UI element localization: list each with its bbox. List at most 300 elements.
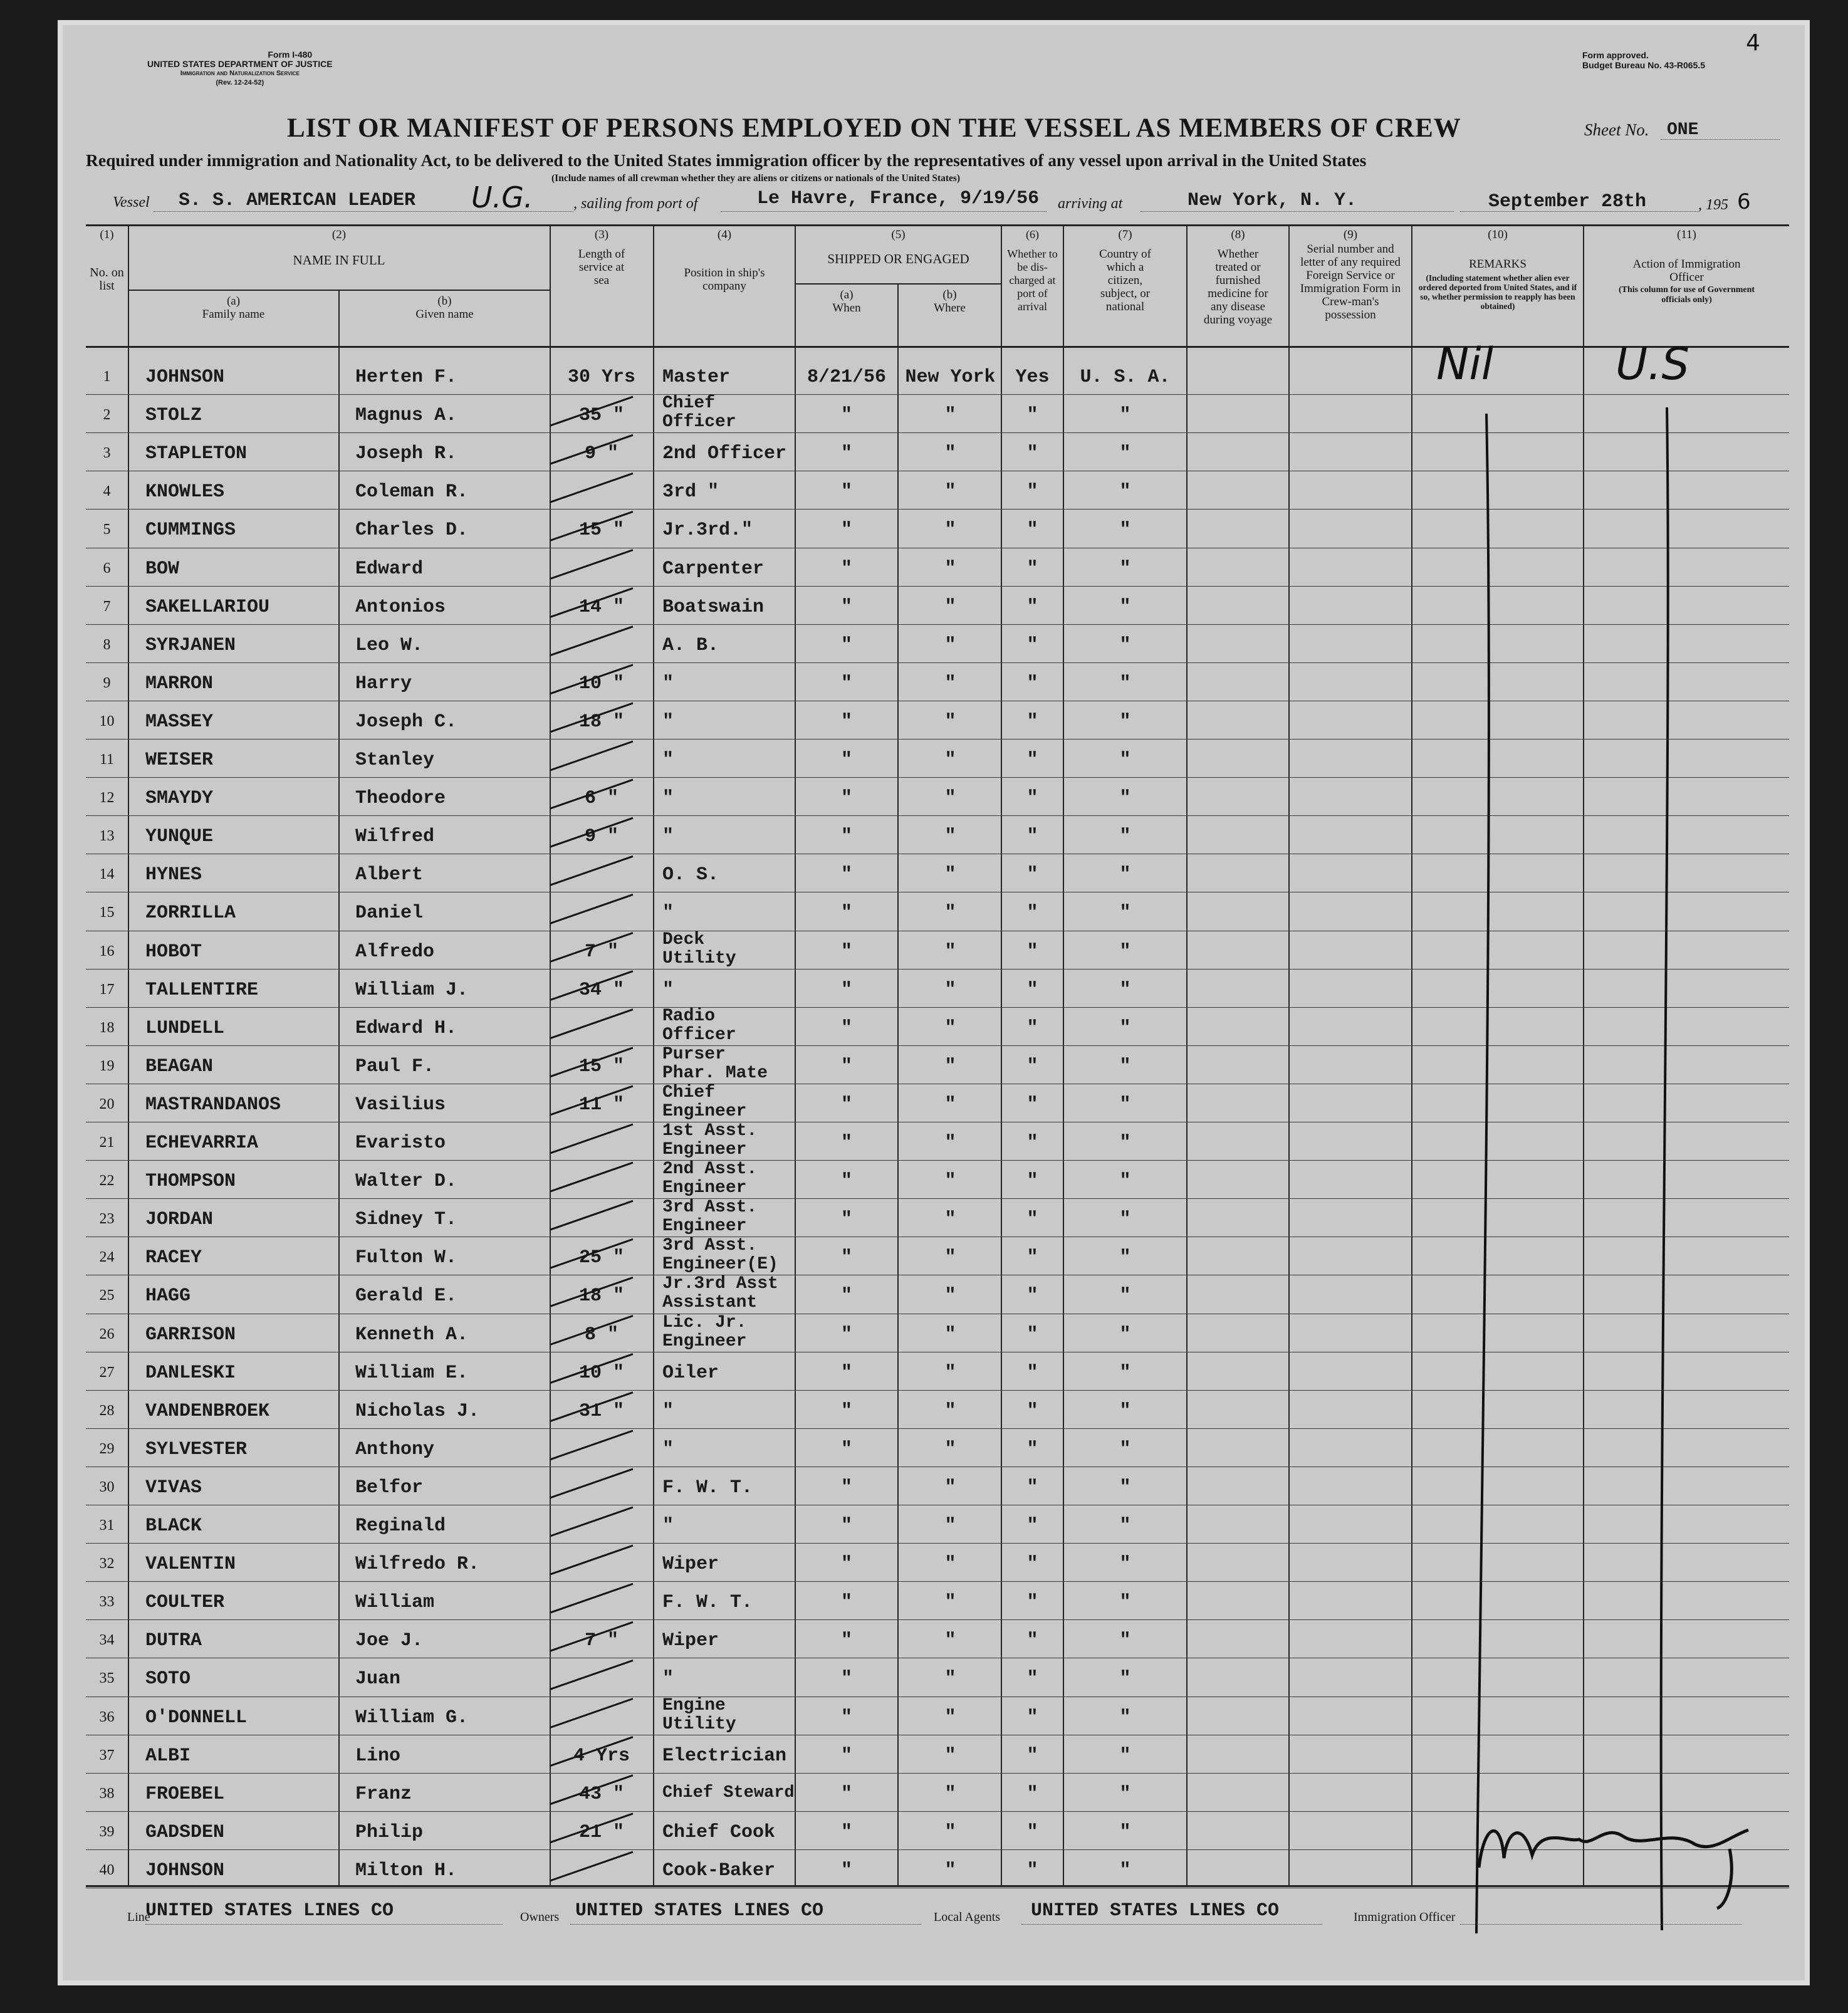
shipped-where: "	[944, 826, 956, 848]
given-name: Kenneth A.	[355, 1324, 469, 1346]
discharge-flag: "	[1026, 1209, 1038, 1231]
row-number: 39	[99, 1823, 115, 1840]
row-number: 10	[99, 713, 115, 729]
row-number: 33	[99, 1594, 115, 1611]
given-name: Lino	[355, 1745, 401, 1767]
row-number: 4	[103, 483, 111, 500]
country: "	[1119, 1821, 1131, 1843]
owners-fill	[570, 1924, 921, 1925]
length-of-service: 6 "	[584, 788, 619, 810]
shipped-where: "	[944, 788, 956, 810]
country: "	[1119, 1783, 1131, 1805]
country: "	[1119, 788, 1131, 810]
family-name: ALBI	[145, 1745, 191, 1767]
shipped-when: "	[840, 672, 852, 694]
shipped-when: "	[840, 481, 852, 503]
agents-value: UNITED STATES LINES CO	[1031, 1900, 1280, 1921]
country: "	[1119, 1745, 1131, 1767]
action-annotation: U.S	[1616, 338, 1689, 390]
country: "	[1119, 443, 1131, 465]
given-name: Stanley	[355, 750, 435, 771]
shipped-where: "	[944, 1171, 956, 1193]
signature-stroke	[1479, 1830, 1748, 1908]
position: "	[662, 1400, 674, 1422]
position: "	[662, 672, 674, 694]
given-name: Fulton W.	[355, 1247, 457, 1269]
col5-title: SHIPPED OR ENGAGED	[827, 251, 969, 266]
shipped-when: "	[840, 558, 852, 580]
country: "	[1119, 1285, 1131, 1307]
agents-fill	[1021, 1924, 1322, 1925]
country: "	[1119, 711, 1131, 733]
given-name: Belfor	[355, 1477, 424, 1498]
discharge-flag: "	[1026, 711, 1038, 733]
col8-title: Whether treated or furnished medicine for any disease during voyage	[1203, 248, 1273, 327]
discharge-flag: "	[1026, 443, 1038, 465]
row-number: 18	[99, 1019, 115, 1036]
shipped-when: "	[840, 1592, 852, 1614]
length-of-service: 10 "	[578, 1362, 624, 1384]
length-of-service: 7 "	[584, 941, 619, 963]
position: Wiper	[662, 1630, 719, 1652]
col6-number: (6)	[1026, 228, 1039, 241]
shipped-when: "	[840, 1630, 852, 1652]
position: "	[662, 979, 674, 1001]
discharge-flag: "	[1026, 1400, 1038, 1422]
line-fill	[145, 1924, 503, 1925]
subtitle: Required under immigration and Nationality Act, to be delivered to the United States immigration officer by the representatives of any vessel upon arrival in the United States	[86, 150, 1367, 170]
family-name: DANLESKI	[145, 1362, 236, 1384]
sailing-label: , sailing from port of	[573, 196, 698, 212]
country: "	[1119, 1171, 1131, 1193]
arrival-port: New York, N. Y.	[1188, 190, 1357, 211]
position: Chief Engineer	[662, 1082, 747, 1121]
position: Jr.3rd."	[662, 520, 753, 541]
shipped-when: "	[840, 1859, 852, 1881]
shipped-when: "	[840, 1783, 852, 1805]
row-number: 17	[99, 981, 115, 998]
position: Chief Cook	[662, 1821, 776, 1843]
officer-fill	[1460, 1924, 1742, 1925]
given-name: William E.	[355, 1362, 469, 1384]
arriving-label: arriving at	[1058, 196, 1123, 212]
country: "	[1119, 596, 1131, 618]
given-name: Coleman R.	[355, 481, 469, 503]
given-name: Reginald	[355, 1515, 446, 1537]
given-name: Philip	[355, 1821, 424, 1843]
form-approved: Form approved.	[1582, 50, 1649, 60]
col11-number: (11)	[1677, 228, 1696, 241]
page-title: LIST OR MANIFEST OF PERSONS EMPLOYED ON THE VESSEL AS MEMBERS OF CREW	[287, 113, 1461, 143]
length-of-service: 43 "	[578, 1783, 624, 1805]
col10-title: REMARKS	[1469, 258, 1527, 271]
discharge-flag: "	[1026, 596, 1038, 618]
shipped-where: "	[944, 1554, 956, 1576]
col9-number: (9)	[1343, 228, 1358, 241]
length-of-service: 11 "	[578, 1094, 624, 1116]
family-name: O'DONNELL	[145, 1707, 248, 1728]
shipped-where: "	[944, 405, 956, 427]
col11-title: Action of Immigration Officer	[1632, 258, 1741, 284]
col2b-title: Given name	[415, 308, 474, 321]
col6-title: Whether to be dis-charged at port of arrival	[1007, 248, 1058, 313]
shipped-where: "	[944, 1362, 956, 1384]
shipped-where: "	[944, 1285, 956, 1307]
given-name: Theodore	[355, 788, 446, 810]
country: "	[1119, 941, 1131, 963]
vessel-name: S. S. AMERICAN LEADER	[179, 190, 416, 211]
shipped-when: "	[840, 1438, 852, 1460]
shipped-when: "	[840, 902, 852, 924]
vessel-label: Vessel	[113, 194, 150, 211]
family-name: VALENTIN	[145, 1554, 236, 1576]
country: "	[1119, 634, 1131, 656]
position: F. W. T.	[662, 1477, 753, 1498]
shipped-where: "	[944, 1821, 956, 1843]
given-name: Antonios	[355, 596, 446, 618]
country: "	[1119, 1017, 1131, 1039]
service-name: Immigration and Naturalization Service	[180, 70, 300, 77]
shipped-when: "	[840, 1554, 852, 1576]
family-name: YUNQUE	[145, 826, 214, 848]
row-number: 31	[99, 1517, 115, 1534]
country: U. S. A.	[1080, 367, 1171, 388]
shipped-when: 8/21/56	[807, 367, 887, 388]
col5a-number: (a)	[840, 288, 854, 301]
length-of-service: 8 "	[584, 1324, 619, 1346]
shipped-where: "	[944, 1668, 956, 1690]
col8-number: (8)	[1231, 228, 1245, 241]
discharge-flag: "	[1026, 1285, 1038, 1307]
position: 2nd Officer	[662, 443, 787, 465]
officer-label: Immigration Officer	[1354, 1910, 1456, 1924]
family-name: SYRJANEN	[145, 634, 236, 656]
shipped-where: "	[944, 1477, 956, 1498]
family-name: BLACK	[145, 1515, 202, 1537]
shipped-when: "	[840, 1668, 852, 1690]
shipped-where: "	[944, 634, 956, 656]
family-name: SAKELLARIOU	[145, 596, 270, 618]
discharge-flag: "	[1026, 1630, 1038, 1652]
shipped-where: "	[944, 1324, 956, 1346]
shipped-where: "	[944, 1055, 956, 1077]
row-number: 8	[103, 636, 111, 653]
position: Chief Steward	[662, 1783, 795, 1802]
position: "	[662, 1438, 674, 1460]
family-name: VIVAS	[145, 1477, 202, 1498]
country: "	[1119, 1515, 1131, 1537]
shipped-when: "	[840, 1094, 852, 1116]
position: Jr.3rd Asst Assistant	[662, 1274, 778, 1313]
given-name: Evaristo	[355, 1132, 446, 1154]
family-name: WEISER	[145, 750, 214, 771]
shipped-where: "	[944, 1400, 956, 1422]
shipped-where: "	[944, 1745, 956, 1767]
department-name: UNITED STATES DEPARTMENT OF JUSTICE	[147, 59, 333, 69]
row-number: 19	[99, 1057, 115, 1074]
row-number: 23	[99, 1211, 115, 1228]
position: "	[662, 711, 674, 733]
given-name: Harry	[355, 672, 412, 694]
owners-label: Owners	[520, 1910, 560, 1924]
row-number: 3	[103, 445, 111, 462]
agents-label: Local Agents	[934, 1910, 1001, 1924]
country: "	[1119, 1132, 1131, 1154]
shipped-when: "	[840, 1745, 852, 1767]
family-name: VANDENBROEK	[145, 1400, 270, 1422]
given-name: Wilfred	[355, 826, 435, 848]
position: 2nd Asst. Engineer	[662, 1159, 758, 1198]
shipped-when: "	[840, 864, 852, 886]
discharge-flag: "	[1026, 1055, 1038, 1077]
shipped-where: "	[944, 711, 956, 733]
discharge-flag: "	[1026, 1783, 1038, 1805]
position: "	[662, 1668, 674, 1690]
shipped-when: "	[840, 1707, 852, 1728]
family-name: STOLZ	[145, 405, 202, 427]
given-name: Gerald E.	[355, 1285, 457, 1307]
length-of-service: 4 Yrs	[573, 1745, 630, 1767]
row-number: 32	[99, 1555, 115, 1572]
row-number: 15	[99, 904, 115, 921]
discharge-flag: "	[1026, 1745, 1038, 1767]
action-ditto-stroke	[1661, 407, 1668, 1930]
given-name: Juan	[355, 1668, 401, 1690]
position: "	[662, 750, 674, 771]
country: "	[1119, 826, 1131, 848]
country: "	[1119, 1324, 1131, 1346]
col9-title: Serial number and letter of any required Foreign Service or Immigration Form in Crew-man's possession	[1300, 243, 1401, 322]
shipped-where: "	[944, 1094, 956, 1116]
shipped-when: "	[840, 1171, 852, 1193]
shipped-when: "	[840, 788, 852, 810]
given-name: Milton H.	[355, 1859, 457, 1881]
shipped-when: "	[840, 979, 852, 1001]
country: "	[1119, 979, 1131, 1001]
length-of-service: 21 "	[578, 1821, 624, 1843]
length-of-service: 9 "	[584, 826, 619, 848]
row-number: 14	[99, 866, 115, 883]
discharge-flag: "	[1026, 1668, 1038, 1690]
discharge-flag: "	[1026, 558, 1038, 580]
length-of-service: 15 "	[578, 1055, 624, 1077]
shipped-when: "	[840, 1324, 852, 1346]
sheet-label: Sheet No.	[1584, 120, 1649, 139]
row-number: 34	[99, 1632, 115, 1649]
discharge-flag: "	[1026, 1592, 1038, 1614]
col5a-title: When	[832, 301, 861, 315]
shipped-when: "	[840, 1400, 852, 1422]
row-number: 30	[99, 1478, 115, 1495]
family-name: MARRON	[145, 672, 214, 694]
discharge-flag: "	[1026, 941, 1038, 963]
row-number: 24	[99, 1249, 115, 1266]
country: "	[1119, 1247, 1131, 1269]
country: "	[1119, 1094, 1131, 1116]
arrival-date: September 28th	[1488, 191, 1647, 212]
position: 3rd "	[662, 481, 719, 503]
shipped-where: "	[944, 1209, 956, 1231]
col4-number: (4)	[717, 228, 732, 241]
row-number: 7	[103, 598, 111, 615]
discharge-flag: "	[1026, 1859, 1038, 1881]
shipped-where: "	[944, 941, 956, 963]
length-of-service: 31 "	[578, 1400, 624, 1422]
shipped-where: "	[944, 1017, 956, 1039]
shipped-where: "	[944, 1515, 956, 1537]
col1-title: No. on list	[90, 266, 124, 293]
row-number: 40	[99, 1861, 115, 1878]
shipped-where: "	[944, 902, 956, 924]
position: Wiper	[662, 1554, 719, 1576]
position: Master	[662, 367, 731, 388]
shipped-when: "	[840, 634, 852, 656]
family-name: DUTRA	[145, 1630, 202, 1652]
discharge-flag: "	[1026, 672, 1038, 694]
length-of-service: 7 "	[584, 1630, 619, 1652]
discharge-flag: "	[1026, 1515, 1038, 1537]
include-note: (Include names of all crewman whether they are aliens or citizens or nationals of the United States)	[551, 173, 961, 184]
given-name: Paul F.	[355, 1055, 435, 1077]
country: "	[1119, 750, 1131, 771]
year-digit: 6	[1737, 189, 1751, 214]
country: "	[1119, 1055, 1131, 1077]
col10-note: (Including statement whether alien ever ordered deported from United States, and if so, whether permission to reapply has been obtained)	[1418, 273, 1577, 311]
shipped-where: "	[944, 558, 956, 580]
line-label: Line	[127, 1910, 150, 1924]
row-number: 6	[103, 560, 111, 577]
position: Engine Utility	[662, 1695, 736, 1734]
row-number: 16	[99, 943, 115, 959]
length-of-service: 25 "	[578, 1247, 624, 1269]
row-number: 21	[99, 1134, 115, 1151]
shipped-where: "	[944, 1630, 956, 1652]
col2-title: NAME IN FULL	[293, 253, 385, 268]
discharge-flag: "	[1026, 979, 1038, 1001]
given-name: Alfredo	[355, 941, 435, 963]
col5b-title: Where	[934, 301, 966, 315]
discharge-flag: "	[1026, 481, 1038, 503]
shipped-when: "	[840, 1821, 852, 1843]
family-name: LUNDELL	[145, 1017, 225, 1039]
col3-number: (3)	[594, 228, 609, 241]
shipped-when: "	[840, 1285, 852, 1307]
col2-number: (2)	[331, 228, 347, 241]
shipped-when: "	[840, 1515, 852, 1537]
budget-bureau: Budget Bureau No. 43-R065.5	[1582, 60, 1706, 70]
given-name: Magnus A.	[355, 405, 457, 427]
discharge-flag: Yes	[1015, 367, 1050, 388]
discharge-flag: "	[1026, 1247, 1038, 1269]
length-of-service: 35 "	[578, 405, 624, 427]
family-name: GADSDEN	[145, 1821, 225, 1843]
length-of-service: 18 "	[578, 1285, 624, 1307]
given-name: William	[355, 1592, 435, 1614]
discharge-flag: "	[1026, 1554, 1038, 1576]
country: "	[1119, 520, 1131, 541]
family-name: THOMPSON	[145, 1171, 236, 1193]
family-name: HAGG	[145, 1285, 191, 1307]
shipped-where: "	[944, 1592, 956, 1614]
discharge-flag: "	[1026, 1821, 1038, 1843]
given-name: Charles D.	[355, 520, 469, 541]
family-name: JOHNSON	[145, 1859, 225, 1881]
position: Cook-Baker	[662, 1859, 776, 1881]
discharge-flag: "	[1026, 864, 1038, 886]
row-number: 35	[99, 1670, 115, 1687]
family-name: SYLVESTER	[145, 1438, 248, 1460]
discharge-flag: "	[1026, 1438, 1038, 1460]
position: "	[662, 902, 674, 924]
given-name: Anthony	[355, 1438, 435, 1460]
discharge-flag: "	[1026, 405, 1038, 427]
col2b-number: (b)	[437, 295, 452, 308]
discharge-flag: "	[1026, 788, 1038, 810]
row-number: 13	[99, 828, 115, 845]
country: "	[1119, 902, 1131, 924]
country: "	[1119, 1592, 1131, 1614]
given-name: Vasilius	[355, 1094, 446, 1116]
position: "	[662, 826, 674, 848]
shipped-when: "	[840, 826, 852, 848]
given-name: Wilfredo R.	[355, 1554, 480, 1576]
length-of-service: 15 "	[578, 520, 624, 541]
shipped-where: "	[944, 1438, 956, 1460]
shipped-when: "	[840, 520, 852, 541]
family-name: BOW	[145, 558, 180, 580]
row-number: 11	[99, 751, 115, 768]
given-name: Albert	[355, 864, 424, 886]
shipped-where: "	[944, 596, 956, 618]
country: "	[1119, 1209, 1131, 1231]
shipped-when: "	[840, 750, 852, 771]
remarks-annotation: Nil	[1436, 338, 1494, 390]
family-name: HYNES	[145, 864, 202, 886]
family-name: MASTRANDANOS	[145, 1094, 281, 1116]
shipped-when: "	[840, 1132, 852, 1154]
discharge-flag: "	[1026, 1707, 1038, 1728]
shipped-when: "	[840, 1477, 852, 1498]
shipped-where: "	[944, 979, 956, 1001]
shipped-where: "	[944, 864, 956, 886]
given-name: Joe J.	[355, 1630, 424, 1652]
shipped-when: "	[840, 405, 852, 427]
discharge-flag: "	[1026, 634, 1038, 656]
position: Deck Utility	[662, 929, 736, 968]
family-name: ZORRILLA	[145, 902, 236, 924]
position: Carpenter	[662, 558, 765, 580]
given-name: Joseph R.	[355, 443, 457, 465]
col5-number: (5)	[891, 228, 906, 241]
country: "	[1119, 1668, 1131, 1690]
col11-note: (This column for use of Government officials only)	[1618, 285, 1755, 305]
row-number: 12	[99, 790, 115, 807]
position: "	[662, 788, 674, 810]
col2a-number: (a)	[226, 295, 241, 308]
family-name: HOBOT	[145, 941, 202, 963]
family-name: TALLENTIRE	[145, 979, 259, 1001]
col1-number: (1)	[100, 228, 114, 241]
shipped-when: "	[840, 596, 852, 618]
owners-value: UNITED STATES LINES CO	[575, 1900, 824, 1921]
given-name: Walter D.	[355, 1171, 457, 1193]
discharge-flag: "	[1026, 902, 1038, 924]
discharge-flag: "	[1026, 826, 1038, 848]
country: "	[1119, 672, 1131, 694]
col7-number: (7)	[1118, 228, 1132, 241]
position: Oiler	[662, 1362, 719, 1384]
country: "	[1119, 481, 1131, 503]
